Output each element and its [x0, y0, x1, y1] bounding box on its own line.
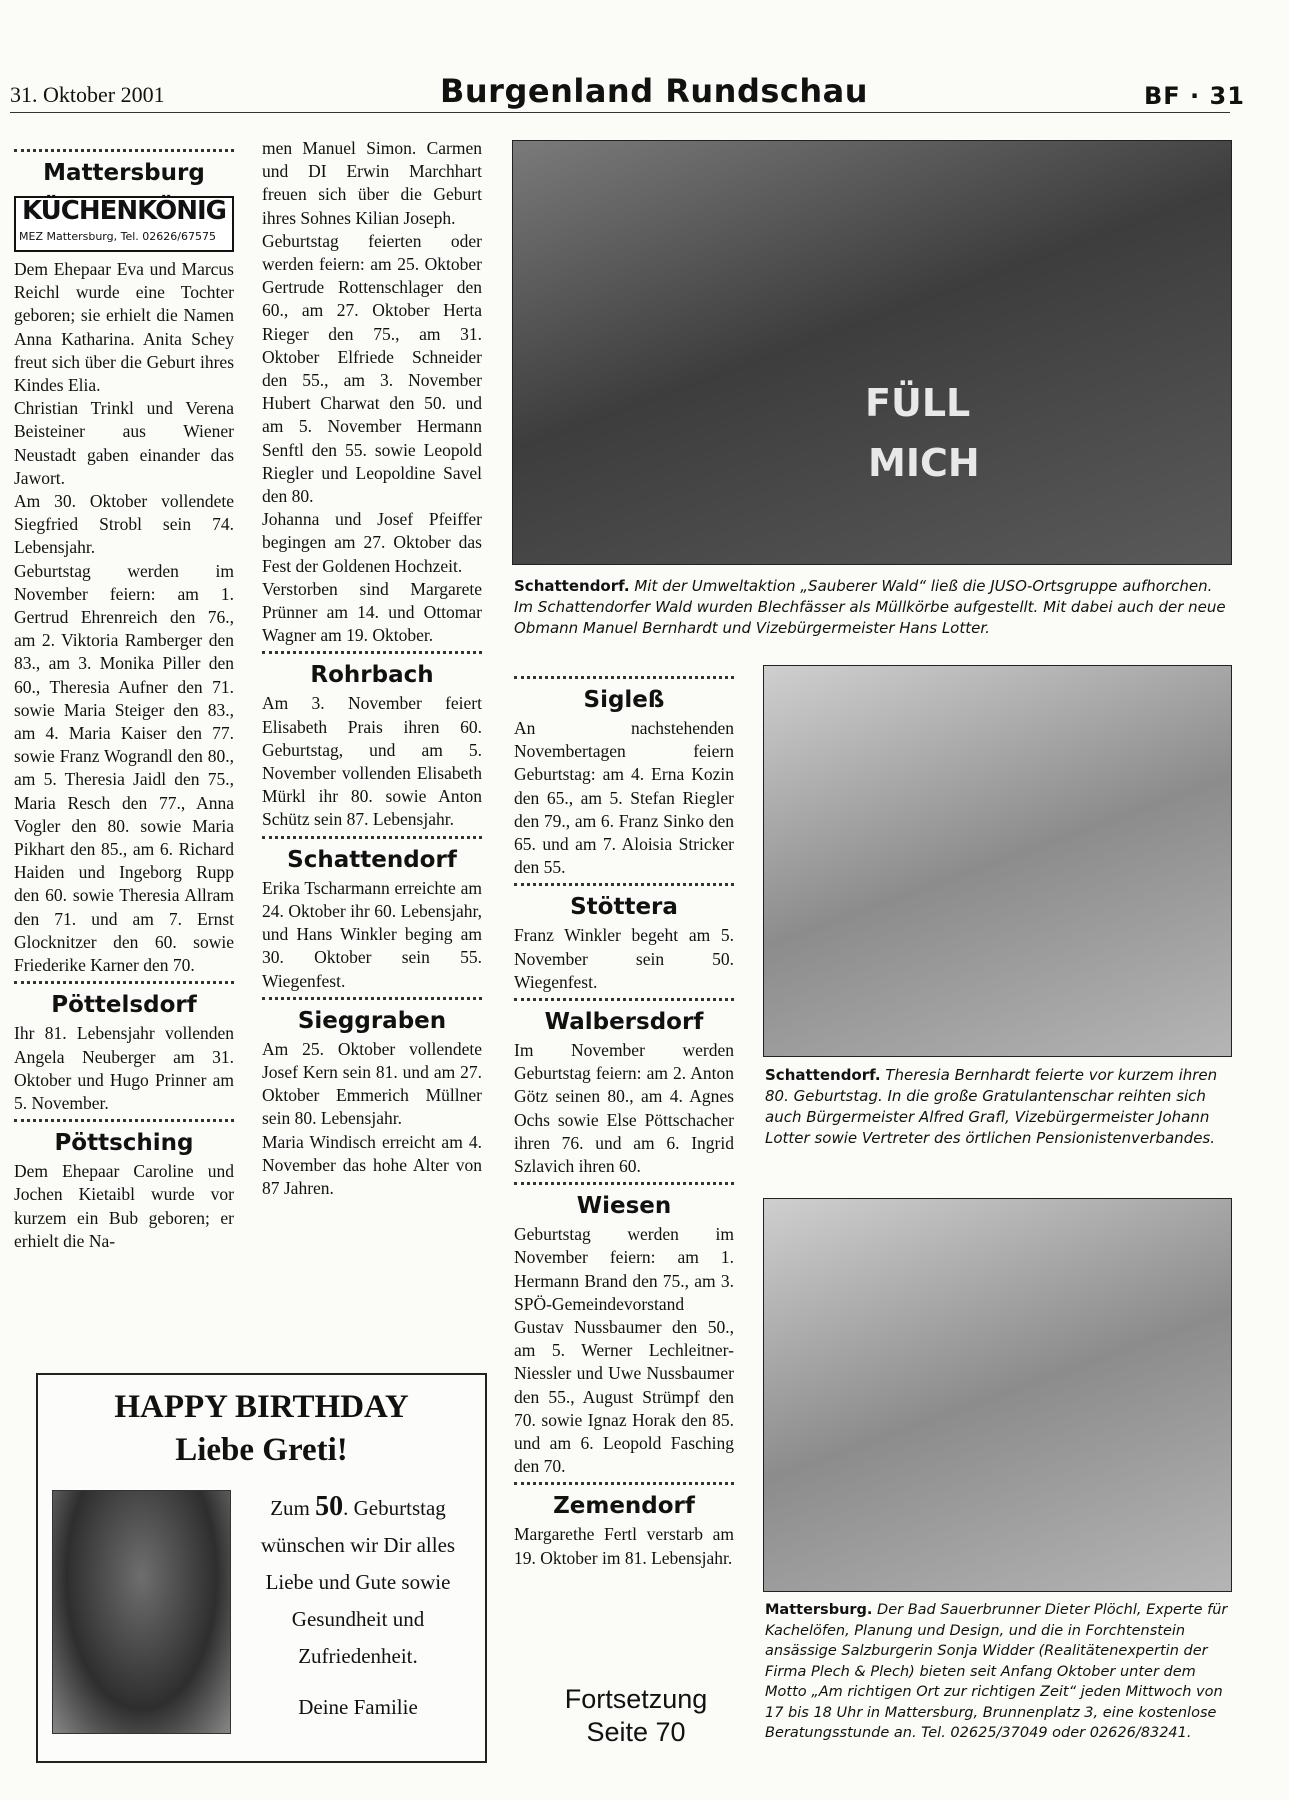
divider — [514, 1182, 734, 1185]
article-text: Dem Ehepaar Caroline und Jochen Kietaibl wurde vor kurzem ein Bub geboren; er erhielt die Na- — [14, 1161, 234, 1251]
caption-text: Theresia Bernhardt feierte vor kurzem ihren 80. Geburtstag. In die große Gratulantenschar reihten sich auch Bürgermeister Alfred Grafl, Vizebürgermeister Johann Lotter sowie Vertreter des örtlichen Pensionistenverbandes. — [765, 1066, 1218, 1147]
continued-page: Seite 70 — [586, 1717, 686, 1747]
message-line: Liebe und Gute sowie — [265, 1570, 451, 1594]
town-heading: Rohrbach — [310, 662, 434, 689]
continued-label: Fortsetzung — [564, 1684, 708, 1714]
article-text: Im November werden Geburtstag feiern: am 2. Anton Götz seinen 80., am 4. Agnes Ochs sowie Else Pöttschacher ihren 76. und am 6. Ingrid Szlavich ihren 60. — [514, 1040, 734, 1177]
article-text: Erika Tscharmann erreichte am 24. Oktober ihr 60. Lebensjahr, und Hans Winkler beging am 30. Oktober sein 55. Wiegenfest. — [262, 877, 482, 991]
photo-caption — [765, 1065, 1230, 1149]
article-text: Am 25. Oktober vollendete Josef Kern sein 81. und am 27. Oktober Emmerich Müllner sein 80. Lebensjahr. Maria Windisch erreicht am 4. November das hohe Alter von 87 Jahren. — [262, 1038, 482, 1198]
continued-note — [520, 1683, 752, 1749]
article-text: Ihr 81. Lebensjahr vollenden Angela Neuberger am 31. Oktober und Hugo Prinner am 5. November. — [14, 1023, 234, 1113]
article-text: Margarethe Fertl verstarb am 19. Oktober im 81. Lebensjahr. — [514, 1524, 734, 1568]
birthday-subtitle: Liebe Greti! — [175, 1432, 348, 1468]
message-line — [238, 1488, 478, 1527]
town-heading: Walbersdorf — [544, 1009, 704, 1036]
column-1 — [14, 145, 234, 1253]
page-number: BF · 31 — [1144, 82, 1245, 110]
barrel-text: FÜLL — [865, 381, 971, 425]
town-heading: Zemendorf — [553, 1493, 695, 1520]
divider — [514, 1482, 734, 1485]
message-line: wünschen wir Dir alles — [260, 1533, 456, 1557]
message-pre: Zum — [270, 1496, 310, 1520]
town-heading: Sigleß — [583, 687, 665, 713]
town-heading: Schattendorf — [287, 846, 457, 873]
caption-text: Mit der Umweltaktion „Sauberer Wald“ ließ die JUSO-Ortsgruppe aufhorchen. Im Schattendorfer Wald wurden Blechfässer als Müllkörbe aufgestellt. Mit dabei auch der neue Obmann Manuel Bernhardt und Vizebürgermeister Hans Lotter. — [514, 577, 1226, 637]
photo-ploechl-widder — [763, 1198, 1232, 1592]
divider — [514, 676, 734, 679]
barrel-text: MICH — [868, 441, 980, 485]
photo-birthday-theresia — [763, 665, 1232, 1057]
birthday-signature: Deine Familie — [298, 1695, 418, 1719]
divider — [14, 981, 234, 984]
article-text: men Manuel Simon. Carmen und DI Erwin Marchhart freuen sich über die Geburt ihres Sohnes Kilian Joseph. Geburtstag feierten oder werden feiern: am 25. Oktober Gertrude Rottenschlager den 60., am 27. Oktober Herta Rieger den 75., am 31. Oktober Elfriede Schneider den 55., am 3. November Hubert Charwat den 50. und am 5. November Hermann Senftl den 55. sowie Leopold Riegler und Leopoldine Savel den 80. Johanna und Josef Pfeiffer begingen am 27. Oktober das Fest der Goldenen Hochzeit. Verstorben sind Margarete Prünner am 14. und Ottomar Wagner am 19. Oktober. — [262, 138, 482, 646]
article-text: Geburtstag werden im November feiern: am 1. Hermann Brand den 75., am 3. SPÖ-Gemeindevorstand Gustav Nussbaumer den 50., am 5. Werner Lechleitner-Niessler und Uwe Nussbaumer den 55., August Strümpf den 70. sowie Ignaz Horak den 85. und am 6. Leopold Fasching den 70. — [514, 1224, 734, 1477]
ad-contact: MEZ Mattersburg, Tel. 02626/67575 — [19, 229, 216, 243]
article-text: Am 3. November feiert Elisabeth Prais ihren 60. Geburtstag, und am 5. November vollenden Elisabeth Mürkl ihr 80. sowie Anton Schütz sein 87. Lebensjahr. — [262, 693, 482, 830]
divider — [514, 883, 734, 886]
town-heading: Stöttera — [570, 894, 678, 921]
newspaper-title: Burgenland Rundschau — [440, 72, 869, 110]
column-2 — [262, 137, 482, 1200]
divider — [514, 998, 734, 1001]
birthday-ad — [36, 1373, 487, 1763]
town-heading: Mattersburg — [43, 160, 205, 186]
kuechenkoenig-ad — [14, 196, 234, 252]
column-3 — [514, 672, 734, 1570]
message-line: Zufriedenheit. — [298, 1644, 418, 1668]
divider — [262, 997, 482, 1000]
caption-place: Mattersburg. — [765, 1602, 873, 1618]
photo-juso-group — [512, 140, 1232, 565]
message-post: . Geburtstag — [343, 1496, 446, 1520]
divider — [262, 836, 482, 839]
divider — [14, 1119, 234, 1122]
town-heading: Pöttelsdorf — [51, 992, 197, 1019]
birthday-message — [238, 1488, 478, 1675]
divider — [14, 149, 234, 152]
divider — [262, 651, 482, 654]
ad-logo: KÜCHENKÖNIG — [21, 196, 227, 226]
town-heading: Wiesen — [576, 1193, 672, 1220]
caption-place: Schattendorf. — [765, 1066, 881, 1084]
message-line: Gesundheit und — [291, 1607, 425, 1631]
article-text: Franz Winkler begeht am 5. November sein 50. Wiegenfest. — [514, 925, 734, 992]
header-rule — [10, 112, 1230, 113]
article-text: An nachstehenden Novembertagen feiern Geburtstag: am 4. Erna Kozin den 65., am 5. Stefan Riegler den 79., am 6. Franz Sinko den 65. und am 7. Aloisia Stricker den 55. — [514, 718, 734, 878]
portrait-photo — [52, 1490, 231, 1734]
age-number: 50 — [315, 1491, 344, 1522]
birthday-title: HAPPY BIRTHDAY — [114, 1389, 409, 1425]
town-heading: Sieggraben — [297, 1007, 447, 1034]
photo-caption — [765, 1600, 1230, 1744]
issue-date: 31. Oktober 2001 — [10, 82, 165, 107]
article-text: Dem Ehepaar Eva und Marcus Reichl wurde eine Tochter geboren; sie erhielt die Namen Anna Katharina. Anita Schey freut sich über die Geburt ihres Kindes Elia. Christian Trinkl und Verena Beisteiner aus Wiener Neustadt gaben einander das Jawort. Am 30. Oktober vollendete Siegfried Strobl sein 74. Lebensjahr. Geburtstag werden im November feiern: am 1. Gertrud Ehrenreich den 76., am 2. Viktoria Ramberger den 83., am 3. Monika Piller den 60., Theresia Aufner den 71. sowie Maria Steiger den 83., am 4. Maria Kaiser den 77. sowie Franz Wograndl den 80., am 5. Theresia Jaidl den 75., Maria Resch den 77., Anna Vogler den 80. sowie Maria Pikhart den 85., am 6. Richard Haiden und Ingeborg Rupp den 60. sowie Theresia Allram den 71. und am 7. Ernst Glocknitzer den 60. sowie Friederike Karner den 70. — [14, 259, 234, 976]
photo-caption — [514, 576, 1230, 639]
town-heading: Pöttsching — [54, 1130, 194, 1157]
caption-text: Der Bad Sauerbrunner Dieter Plöchl, Experte für Kachelöfen, Planung und Design, und die in Forchtenstein ansässige Salzburgerin Sonja Widder (Realitätenexpertin der Firma Plech & Plech) bieten seit Anfang Oktober unter dem Motto „Am richtigen Ort zur richtigen Zeit“ jeden Mittwoch von 17 bis 18 Uhr in Mattersburg, Brunnenplatz 3, eine kostenlose Beratungsstunde an. Tel. 02625/37049 oder 02626/83241. — [765, 1602, 1228, 1741]
caption-place: Schattendorf. — [514, 577, 630, 595]
